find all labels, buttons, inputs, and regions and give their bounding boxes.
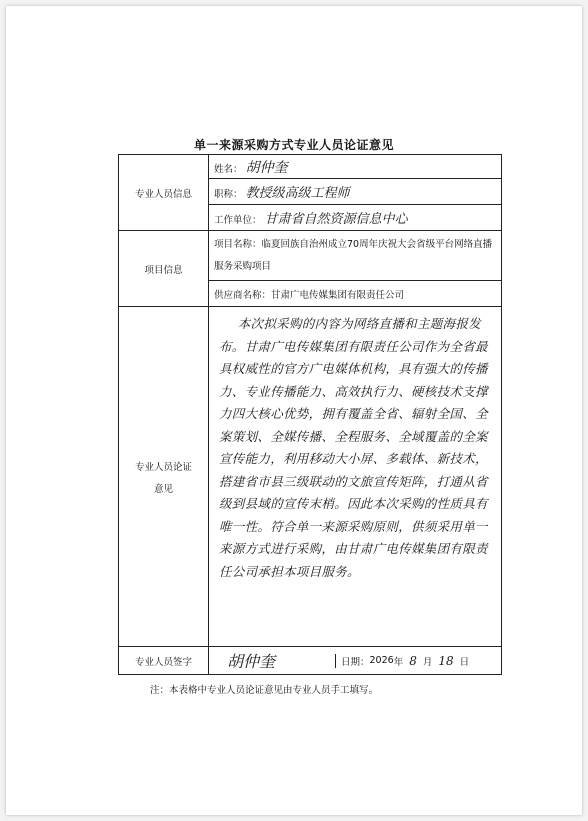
title-field bbox=[209, 179, 502, 205]
title-label: 职称： bbox=[214, 189, 243, 200]
title-value: 教授级高级工程师 bbox=[245, 186, 350, 201]
unit-field bbox=[209, 205, 502, 231]
date-year-unit: 年 bbox=[393, 656, 404, 668]
signature-label: 专业人员签字 bbox=[119, 647, 209, 675]
project-info-label: 项目信息 bbox=[119, 231, 209, 307]
date-month: 8 bbox=[409, 653, 417, 668]
supplier-field: 供应商名称：甘肃广电传媒集团有限责任公司 bbox=[209, 281, 502, 307]
opinion-cell bbox=[209, 307, 502, 647]
date-field bbox=[335, 654, 501, 668]
page-title: 单一来源采购方式专业人员论证意见 bbox=[193, 138, 394, 152]
unit-value: 甘肃省自然资源信息中心 bbox=[264, 212, 408, 227]
date-day-unit: 日 bbox=[459, 656, 470, 668]
signature-value: 胡仲奎 bbox=[227, 652, 276, 671]
signature-row bbox=[209, 647, 502, 675]
opinion-text: 本次拟采购的内容为网络直播和主题海报发布。甘肃广电传媒集团有限责任公司作为全省最具权威性的官方广电媒体机构，具有强大的传播力、专业传播能力、高效执行力、硬核技术支撑力四大核心优势，拥有覆盖全省、辐射全国、全案策划、全媒传播、全程服务、全域覆盖的全案宣传能力，利用移动大小屏、多载体、新技术，搭建省市县三级联动的文旅宣传矩阵，打通从省级到县域的宣传末梢。因此本次采购的性质具有唯一性。符合单一来源采购原则，供须采用单一来源方式进行采购，由甘肃广电传媒集团有限责任公司承担本项目服务。 bbox=[219, 316, 488, 579]
expert-opinion-form bbox=[118, 154, 502, 675]
opinion-label-line2: 意见 bbox=[153, 483, 173, 495]
date-month-unit: 月 bbox=[422, 656, 433, 668]
opinion-label bbox=[119, 307, 209, 647]
name-label: 姓名： bbox=[214, 163, 243, 175]
footnote: 注：本表格中专业人员论证意见由专业人员手工填写。 bbox=[150, 685, 379, 696]
project-name-field: 项目名称：临夏回族自治州成立70周年庆祝大会省级平台网络直播服务采购项目 bbox=[209, 231, 502, 281]
expert-info-label: 专业人员信息 bbox=[119, 155, 209, 231]
date-day: 18 bbox=[438, 653, 454, 668]
date-label: 日期： bbox=[341, 656, 370, 668]
unit-label: 工作单位： bbox=[214, 215, 262, 226]
name-field bbox=[209, 155, 502, 179]
date-year: 2026 bbox=[369, 655, 394, 666]
opinion-label-line1: 专业人员论证 bbox=[134, 461, 192, 473]
name-value: 胡仲奎 bbox=[245, 159, 288, 176]
